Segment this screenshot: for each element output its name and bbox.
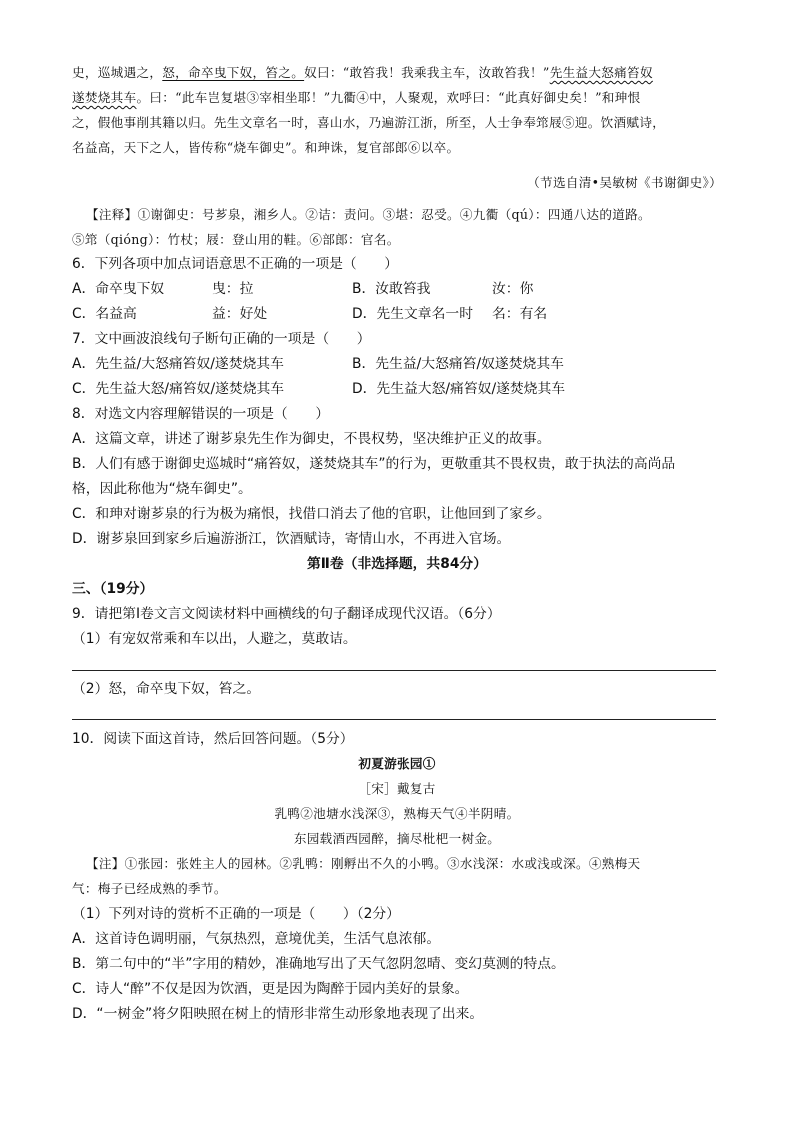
passage-note-1: 【注释】①谢御史：号芗泉，湘乡人。②诘：责问。③堪：忍受。④九衢（qú）：四通八达的道路。 xyxy=(86,207,651,222)
poem-title: 初夏游张园① xyxy=(358,756,436,771)
option-a: A．这首诗色调明丽，气氛热烈，意境优美，生活气息浓郁。 xyxy=(72,931,441,947)
answer-line xyxy=(72,719,716,720)
passage-text: 。曰：“此车岂复堪③宰相坐耶！”九衢④中，人聚观，欢呼曰：“此真好御史矣！”和珅恨 xyxy=(136,90,641,105)
poem-note-2: 气：梅子已经成熟的季节。 xyxy=(72,881,227,896)
option-b: B．第二句中的“半”字用的精妙，准确地写出了天气忽阴忽晴、变幻莫测的特点。 xyxy=(72,956,565,972)
question-9-sentence-1: （1）有宠奴常乘和车以出，人避之，莫敢诘。 xyxy=(72,631,357,647)
option-c: C．和珅对谢芗泉的行为极为痛恨，找借口消去了他的官职，让他回到了家乡。 xyxy=(72,506,551,522)
option-b: B．汝敢笞我 xyxy=(352,281,431,297)
passage-note-2: ⑤筇（qióng）：竹杖；屐：登山用的鞋。⑥部郎：官名。 xyxy=(72,232,400,247)
section-3-heading: 三、（19分） xyxy=(72,581,154,597)
option-d: D．先生文章名一时 xyxy=(352,306,473,322)
option-d: D．“一树金”将夕阳映照在树上的情形非常生动形象地表现了出来。 xyxy=(72,1006,484,1022)
option-b-gloss: 汝：你 xyxy=(492,281,534,297)
option-a: A．命卒曳下奴 xyxy=(72,281,165,297)
passage-text: 史，巡城遇之， xyxy=(72,65,163,80)
option-b-cont: 格，因此称他为“烧车御史”。 xyxy=(72,481,252,497)
wavy-sentence: 先生益大怒痛笞奴 xyxy=(549,65,653,80)
option-d: D．先生益大怒/痛笞奴/遂焚烧其车 xyxy=(352,381,566,397)
part-2-title: 第Ⅱ卷（非选择题，共84分） xyxy=(306,556,488,572)
option-a: A．先生益/大怒痛笞奴/遂焚烧其车 xyxy=(72,356,284,372)
option-a: A．这篇文章，讲述了谢芗泉先生作为御史，不畏权势，坚决维护正义的故事。 xyxy=(72,431,551,447)
poem-verse-1: 乳鸭②池塘水浅深③，熟梅天气④半阴晴。 xyxy=(274,806,520,821)
poem-author: ［宋］戴复古 xyxy=(358,781,436,796)
option-c: C．诗人“醉”不仅是因为饮酒，更是因为陶醉于园内美好的景象。 xyxy=(72,981,469,997)
poem-note-1: 【注】①张园：张姓主人的园林。②乳鸭：刚孵出不久的小鸭。③水浅深：水或浅或深。④熟梅天 xyxy=(86,856,641,871)
option-d-gloss: 名：有名 xyxy=(492,306,548,322)
passage-line-3: 之，假他事削其籍以归。先生文章名一时，喜山水，乃遍游江浙，所至，人士争奉筇屐⑤迎。饮酒赋诗， xyxy=(72,115,666,130)
option-d: D．谢芗泉回到家乡后遍游浙江，饮酒赋诗，寄情山水，不再进入官场。 xyxy=(72,531,511,547)
passage-text: 奴曰：“敢笞我！我乘我主车，汝敢笞我！” xyxy=(304,65,550,80)
question-10-sub-1: （1）下列对诗的赏析不正确的一项是（ ）（2分） xyxy=(72,906,400,922)
question-10-stem: 10．阅读下面这首诗，然后回答问题。（5分） xyxy=(72,731,354,747)
passage-line-2 xyxy=(72,89,722,107)
wavy-sentence: 遂焚烧其车 xyxy=(72,90,137,105)
underlined-sentence: 怒，命卒曳下奴，笞之。 xyxy=(162,65,305,80)
passage-line-4: 名益高，天下之人，皆传称“烧车御史”。和珅诛，复官部郎⑥以卒。 xyxy=(72,140,460,155)
option-a-gloss: 曳：拉 xyxy=(212,281,254,297)
question-6-stem: 6．下列各项中加点词语意思不正确的一项是（ ） xyxy=(72,256,399,272)
option-b: B．先生益/大怒痛笞/奴遂焚烧其车 xyxy=(352,356,564,372)
question-8-stem: 8．对选文内容理解错误的一项是（ ） xyxy=(72,406,330,422)
passage-source: （节选自清•吴敏树《书谢御史》） xyxy=(527,175,722,190)
question-9-sentence-2: （2）怒，命卒曳下奴，笞之。 xyxy=(72,681,261,697)
option-c: C．先生益大怒/痛笞奴/遂焚烧其车 xyxy=(72,381,285,397)
passage-line-1 xyxy=(72,64,722,82)
answer-line xyxy=(72,670,716,671)
option-b: B．人们有感于谢御史巡城时“痛笞奴，遂焚烧其车”的行为，更敬重其不畏权贵，敢于执法的高尚品 xyxy=(72,456,676,472)
option-c-gloss: 益：好处 xyxy=(212,306,268,322)
question-9-stem: 9．请把第Ⅰ卷文言文阅读材料中画横线的句子翻译成现代汉语。（6分） xyxy=(72,606,501,622)
poem-verse-2: 东园载酒西园醉，摘尽枇杷一树金。 xyxy=(293,831,501,846)
question-7-stem: 7．文中画波浪线句子断句正确的一项是（ ） xyxy=(72,331,371,347)
option-c: C．名益高 xyxy=(72,306,137,322)
